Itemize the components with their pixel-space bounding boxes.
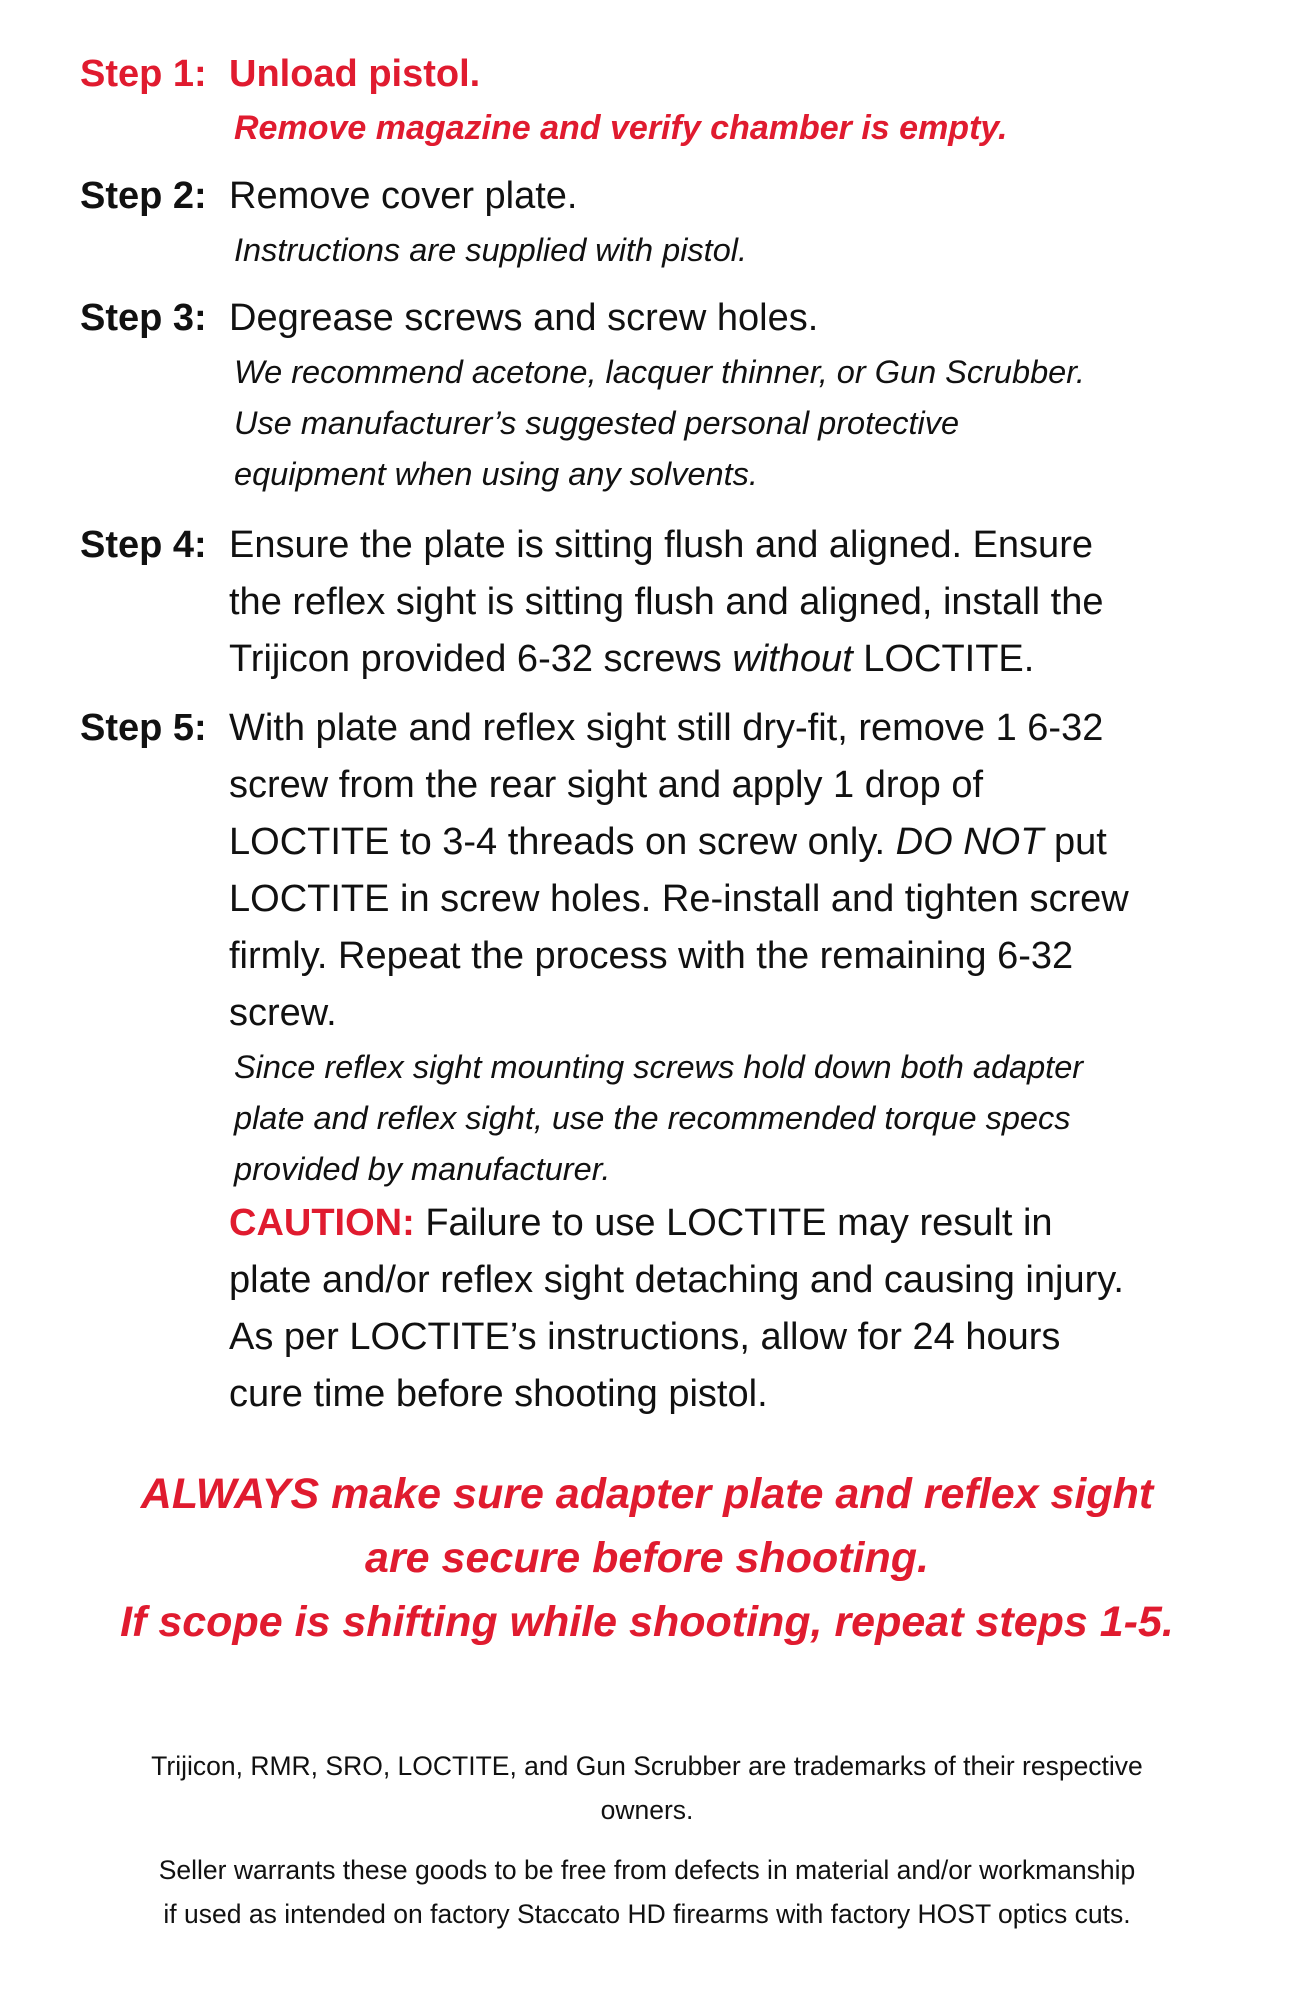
- step-5-line-6: screw.: [229, 992, 337, 1034]
- warning-line-1: ALWAYS make sure adapter plate and reflex sight: [140, 1470, 1154, 1518]
- step-2-note: Instructions are supplied with pistol.: [234, 232, 748, 268]
- warning-line-2: are secure before shooting.: [365, 1534, 929, 1582]
- caution-line-1: [229, 1195, 1220, 1252]
- step-3-note-line-1: We recommend acetone, lacquer thinner, or Gun Scrubber.: [234, 354, 1085, 390]
- warning-line-3: If scope is shifting while shooting, repeat steps 1-5.: [120, 1598, 1174, 1646]
- step-5-line-5: firmly. Repeat the process with the remaining 6-32: [229, 935, 1074, 977]
- caution-text-1: Failure to use LOCTITE may result in: [414, 1202, 1053, 1244]
- step-1-title: Unload pistol.: [229, 53, 481, 95]
- caution-label: CAUTION:: [229, 1202, 415, 1244]
- step-4-heading: [80, 517, 1220, 574]
- caution-line-2: plate and/or reflex sight detaching and causing injury.: [229, 1259, 1124, 1301]
- step-5-emphasis: DO NOT: [895, 821, 1044, 863]
- warranty-line-1: Seller warrants these goods to be free from defects in material and/or workmanship: [158, 1855, 1136, 1885]
- step-1-heading: [80, 46, 1220, 103]
- step-5-line-4: LOCTITE in screw holes. Re-install and tighten screw: [229, 878, 1129, 920]
- trademark-line-1: Trijicon, RMR, SRO, LOCTITE, and Gun Scrubber are trademarks of their respective: [151, 1751, 1143, 1781]
- step-1: [80, 46, 1220, 154]
- step-4: [80, 517, 1220, 688]
- trademark-notice: [0, 1744, 1294, 1832]
- step-5-note-line-3: provided by manufacturer.: [234, 1151, 611, 1187]
- step-4-label: Step 4:: [80, 524, 207, 566]
- step-4-line-2: the reflex sight is sitting flush and aligned, install the: [229, 581, 1104, 623]
- step-5-line-2: screw from the rear sight and apply 1 drop of: [229, 764, 984, 806]
- step-2-title: Remove cover plate.: [229, 175, 578, 217]
- step-5-label: Step 5:: [80, 707, 207, 749]
- warranty-notice: [0, 1848, 1294, 1936]
- step-3: [80, 290, 1220, 500]
- caution-line-4: cure time before shooting pistol.: [229, 1373, 768, 1415]
- step-3-heading: [80, 290, 1220, 347]
- trademark-line-2: owners.: [600, 1795, 694, 1825]
- warranty-line-2: if used as intended on factory Staccato HD firearms with factory HOST optics cuts.: [163, 1899, 1131, 1929]
- step-5: [80, 700, 1220, 1423]
- step-1-label: Step 1:: [80, 53, 207, 95]
- step-3-label: Step 3:: [80, 297, 207, 339]
- caution-line-3: As per LOCTITE’s instructions, allow for 24 hours: [229, 1316, 1061, 1358]
- step-2: [80, 168, 1220, 276]
- step-5-line-3-pre: LOCTITE to 3-4 threads on screw only.: [229, 821, 896, 863]
- step-5-line-1: With plate and reflex sight still dry-fit, remove 1 6-32: [229, 707, 1104, 749]
- step-2-label: Step 2:: [80, 175, 207, 217]
- step-5-note-line-2: plate and reflex sight, use the recommended torque specs: [234, 1100, 1071, 1136]
- step-4-line-3: [229, 631, 1220, 688]
- step-4-line-3-post: LOCTITE.: [852, 638, 1035, 680]
- step-5-heading: [80, 700, 1220, 757]
- step-2-heading: [80, 168, 1220, 225]
- step-3-title: Degrease screws and screw holes.: [229, 297, 819, 339]
- step-3-note-line-3: equipment when using any solvents.: [234, 456, 758, 492]
- step-4-line-1: Ensure the plate is sitting flush and aligned. Ensure: [229, 524, 1093, 566]
- step-4-emphasis: without: [732, 638, 853, 680]
- step-4-line-3-pre: Trijicon provided 6-32 screws: [229, 638, 733, 680]
- step-5-note-line-1: Since reflex sight mounting screws hold down both adapter: [234, 1049, 1084, 1085]
- step-5-line-3: [229, 814, 1220, 871]
- safety-warning: [0, 1462, 1294, 1654]
- step-3-note-line-2: Use manufacturer’s suggested personal protective: [234, 405, 960, 441]
- step-1-note: Remove magazine and verify chamber is empty.: [234, 109, 1008, 147]
- step-5-line-3-post: put: [1043, 821, 1107, 863]
